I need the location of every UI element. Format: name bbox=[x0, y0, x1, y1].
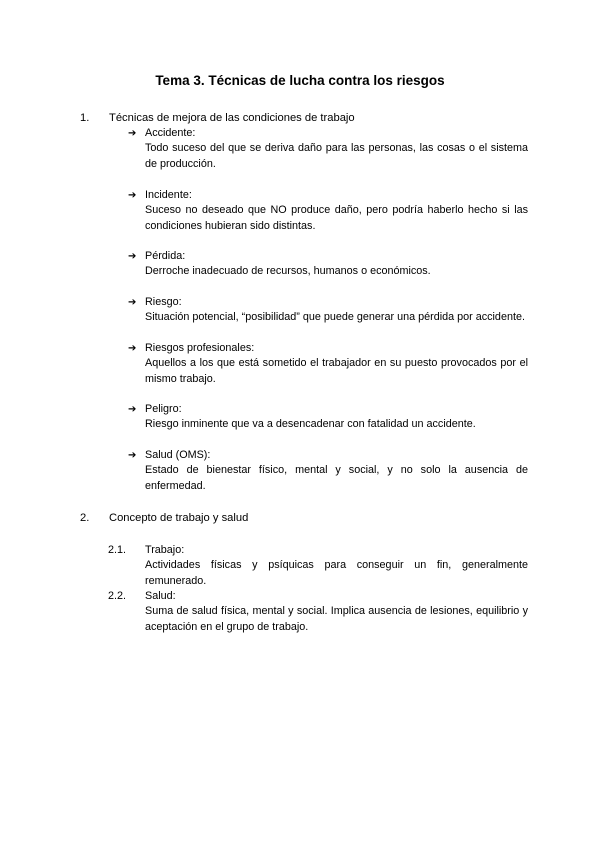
arrow-right-icon: ➔ bbox=[128, 450, 137, 461]
definition-text: Situación potencial, “posibilidad” que puede generar una pérdida por accidente. bbox=[145, 311, 525, 324]
definition-item-incidente bbox=[128, 188, 528, 234]
definition-item-accidente bbox=[128, 126, 528, 172]
definition-item-salud-oms bbox=[128, 448, 528, 494]
arrow-right-icon: ➔ bbox=[128, 404, 137, 415]
subsection-text: Actividades físicas y psíquicas para conseguir un fin, generalmente remunerado. bbox=[145, 559, 528, 587]
arrow-right-icon: ➔ bbox=[128, 128, 137, 139]
definition-text: Riesgo inminente que va a desencadenar con fatalidad un accidente. bbox=[145, 418, 476, 431]
subsection-number: 2.2. bbox=[108, 590, 127, 602]
definition-text: Estado de bienestar físico, mental y social, y no solo la ausencia de enfermedad. bbox=[145, 464, 528, 492]
definition-term: Incidente: bbox=[145, 189, 192, 201]
definition-term: Accidente: bbox=[145, 127, 196, 139]
definition-term: Salud (OMS): bbox=[145, 449, 211, 461]
definition-term: Pérdida: bbox=[145, 250, 186, 262]
section-2-heading bbox=[80, 511, 248, 526]
arrow-right-icon: ➔ bbox=[128, 343, 137, 354]
definition-term: Peligro: bbox=[145, 403, 182, 415]
arrow-right-icon: ➔ bbox=[128, 297, 137, 308]
arrow-right-icon: ➔ bbox=[128, 190, 137, 201]
definition-item-perdida bbox=[128, 249, 528, 280]
arrow-right-icon: ➔ bbox=[128, 251, 137, 262]
subsection-term: Salud: bbox=[145, 590, 176, 602]
section-2-title: Concepto de trabajo y salud bbox=[109, 512, 249, 524]
subsection-2-2 bbox=[108, 589, 528, 635]
subsection-number: 2.1. bbox=[108, 544, 127, 556]
definition-item-peligro bbox=[128, 402, 528, 433]
definition-text: Derroche inadecuado de recursos, humanos o económicos. bbox=[145, 265, 431, 278]
definition-item-riesgos-profesionales bbox=[128, 341, 528, 387]
subsection-text: Suma de salud física, mental y social. Implica ausencia de lesiones, equilibrio y aceptación en el grupo de trabajo. bbox=[145, 605, 528, 633]
subsection-term: Trabajo: bbox=[145, 544, 185, 556]
section-1-title: Técnicas de mejora de las condiciones de trabajo bbox=[109, 112, 355, 124]
document-title: Tema 3. Técnicas de lucha contra los riesgos bbox=[155, 73, 445, 88]
section-2-number: 2. bbox=[80, 512, 90, 524]
definition-text: Aquellos a los que está sometido el trabajador en su puesto provocados por el mismo trabajo. bbox=[145, 357, 528, 385]
definition-term: Riesgos profesionales: bbox=[145, 342, 255, 354]
definition-text: Suceso no deseado que NO produce daño, pero podría haberlo hecho si las condiciones hubieran sido distintas. bbox=[145, 204, 528, 232]
definition-term: Riesgo: bbox=[145, 296, 182, 308]
subsection-2-1 bbox=[108, 543, 528, 589]
definition-item-riesgo bbox=[128, 295, 528, 326]
section-1-heading bbox=[80, 111, 355, 126]
section-1-number: 1. bbox=[80, 112, 90, 124]
definition-text: Todo suceso del que se deriva daño para las personas, las cosas o el sistema de producción. bbox=[145, 142, 528, 170]
